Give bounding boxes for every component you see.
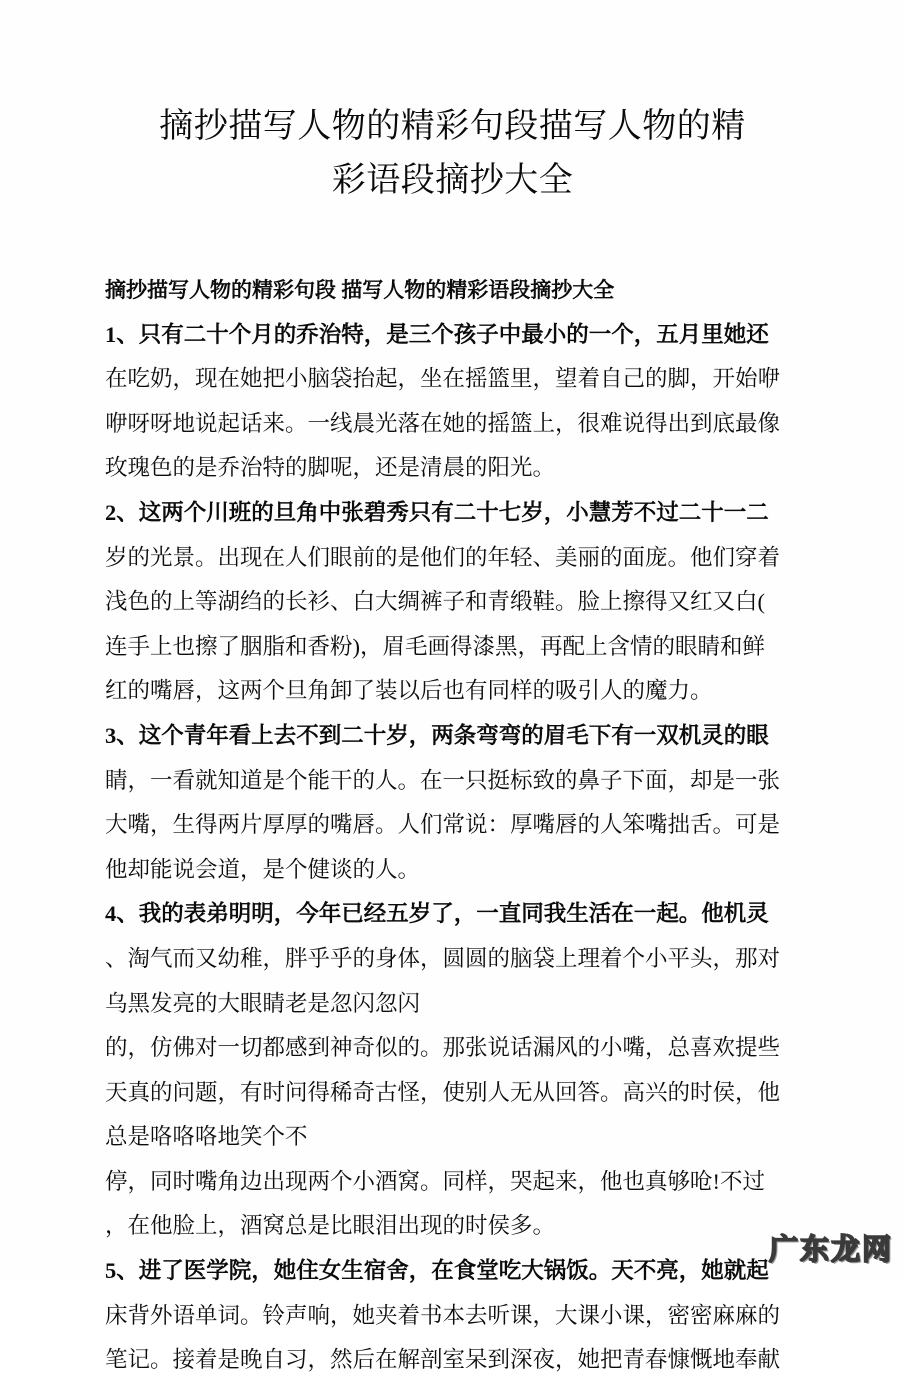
document-body [105,268,795,1383]
body-line: 连手上也擦了胭脂和香粉)，眉毛画得漆黑，再配上含情的眼睛和鲜 [105,633,765,659]
body-line: 乌黑发亮的大眼睛老是忽闪忽闪 [105,990,421,1016]
body-line: 他却能说会道，是个健谈的人。 [105,856,421,882]
body-line: 岁的光景。出现在人们眼前的是他们的年轻、美丽的面庞。他们穿着 [105,544,781,570]
body-line: 睛，一看就知道是个能干的人。在一只挺标致的鼻子下面，却是一张 [105,767,781,793]
body-line: 3、这个青年看上去不到二十岁，两条弯弯的眉毛下有一双机灵的眼 [105,722,769,748]
body-line: 在吃奶，现在她把小脑袋抬起，坐在摇篮里，望着自己的脚，开始咿 [105,366,781,392]
body-line: 、淘气而又幼稚，胖乎乎的身体，圆圆的脑袋上理着个小平头，那对 [105,945,781,971]
page-title-line: 彩语段摘抄大全 [331,162,574,199]
body-line: 咿呀呀地说起话来。一线晨光落在她的摇篮上，很难说得出到底最像 [105,410,781,436]
page-title-line: 摘抄描写人物的精彩句段描写人物的精 [159,108,746,145]
body-line: 笔记。接着是晚自习，然后在解剖室呆到深夜，她把青春慷慨地奉献 [105,1347,781,1373]
body-line: 1、只有二十个月的乔治特，是三个孩子中最小的一个，五月里她还 [105,321,769,347]
body-line: 停，同时嘴角边出现两个小酒窝。同样，哭起来，他也真够呛!不过 [105,1168,765,1194]
body-line: 的，仿佛对一切都感到神奇似的。那张说话漏风的小嘴，总喜欢提些 [105,1035,781,1061]
body-line: 总是咯咯咯地笑个不 [105,1124,308,1150]
body-line: 红的嘴唇，这两个旦角卸了装以后也有同样的吸引人的魔力。 [105,678,713,704]
body-line: 玫瑰色的是乔治特的脚呢，还是清晨的阳光。 [105,455,556,481]
site-watermark: 广东龙网 [768,1232,893,1266]
body-line: 床背外语单词。铃声响，她夹着书本去听课，大课小课，密密麻麻的 [105,1302,781,1328]
body-line: 5、进了医学院，她住女生宿舍，在食堂吃大锅饭。天不亮，她就起 [105,1258,769,1284]
body-line: 浅色的上等湖绉的长衫、白大绸裤子和青缎鞋。脸上擦得又红又白( [105,589,765,615]
page-title [105,100,800,208]
body-line: 4、我的表弟明明，今年已经五岁了，一直同我生活在一起。他机灵 [105,901,769,927]
body-line: 天真的问题，有时问得稀奇古怪，使别人无从回答。高兴的时侯，他 [105,1079,781,1105]
body-heading: 摘抄描写人物的精彩句段 描写人物的精彩语段摘抄大全 [105,278,615,302]
body-line: 2、这两个川班的旦角中张碧秀只有二十七岁，小慧芳不过二十一二 [105,499,769,525]
body-line: ，在他脸上，酒窝总是比眼泪出现的时侯多。 [105,1213,556,1239]
body-line: 大嘴，生得两片厚厚的嘴唇。人们常说：厚嘴唇的人笨嘴拙舌。可是 [105,812,781,838]
